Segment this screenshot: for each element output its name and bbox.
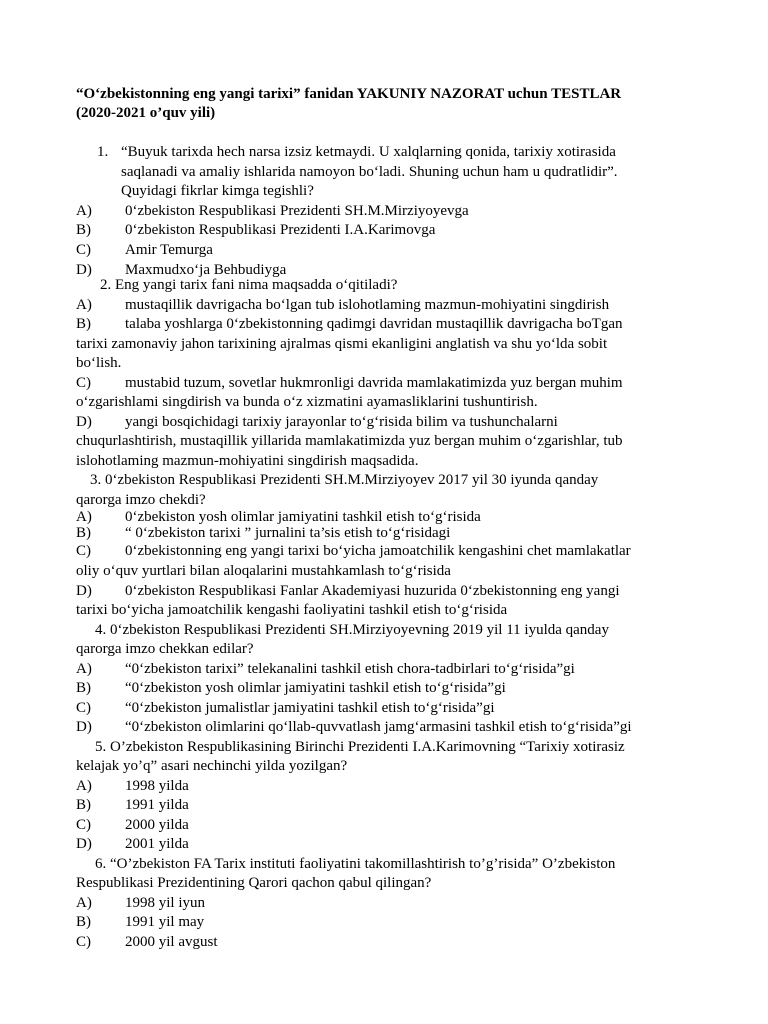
option-text: “0‘zbekiston jumalistlar jamiyatini tashkil etish to‘g‘risida”gi xyxy=(125,700,495,716)
option-text: “0‘zbekiston olimlarini qo‘llab-quvvatlash jamg‘armasini tashkil etish to‘g‘risida”gi xyxy=(125,719,632,735)
option-text: yangi bosqichidagi tarixiy jarayonlar to‘g‘risida bilim va tushunchalarni xyxy=(125,414,558,430)
option-label: A) xyxy=(76,895,92,911)
option-label: C) xyxy=(76,543,91,559)
option-text: oliy o‘quv yurtlari bilan aloqalarini mustahkamlash to‘g‘risida xyxy=(76,563,451,579)
option-text: 0‘zbekistonning eng yangi tarixi bo‘yicha jamoatchilik kengashini chet mamlakatlar xyxy=(125,543,631,559)
option-text: islohotlaming mazmun-mohiyatini singdirish maqsadida. xyxy=(76,453,419,469)
option-text: 0‘zbekiston Respublikasi Prezidenti I.A.Karimovga xyxy=(125,222,436,238)
option-text: tarixi bo‘yicha jamoatchilik kengashi faoliyatini tashkil etish to‘g‘risida xyxy=(76,602,508,618)
option-text: bo‘lish. xyxy=(76,355,122,371)
option-text: “0‘zbekiston tarixi” telekanalini tashkil etish chora-tadbirlari to‘g‘risida”gi xyxy=(125,661,575,677)
option-label: D) xyxy=(76,836,92,852)
option-label: A) xyxy=(76,297,92,313)
option-label: B) xyxy=(76,797,91,813)
question-5-text: 5. O’zbekiston Respublikasining Birinchi Prezidenti I.A.Karimovning “Tarixiy xotirasiz xyxy=(95,739,625,755)
option-text: chuqurlashtirish, mustaqillik yillarida mamlakatimizda yuz bergan muhim o‘zgarishlar, tub xyxy=(76,433,623,449)
option-text: mustaqillik davrigacha bo‘lgan tub islohotlaming mazmun-mohiyatini singdirish xyxy=(125,297,610,313)
option-text: 2000 yil avgust xyxy=(125,934,218,950)
option-text: mustabid tuzum, sovetlar hukmronligi davrida mamlakatimizda yuz bergan muhim xyxy=(125,375,623,391)
question-1-text: Quyidagi fikrlar kimga tegishli? xyxy=(121,183,314,199)
question-6-text: Respublikasi Prezidentining Qarori qachon qabul qilingan? xyxy=(76,875,432,891)
option-text: talaba yoshlarga 0‘zbekistonning qadimgi davridan mustaqillik davrigacha boTgan xyxy=(125,316,623,332)
option-label: A) xyxy=(76,778,92,794)
option-label: A) xyxy=(76,509,92,525)
document-title: “O‘zbekistonning eng yangi tarixi” fanidan YAKUNIY NAZORAT uchun TESTLAR xyxy=(76,86,622,102)
option-text: 2001 yilda xyxy=(125,836,189,852)
option-label: A) xyxy=(76,203,92,219)
question-number: 1. xyxy=(97,144,109,160)
option-label: B) xyxy=(76,222,91,238)
option-label: C) xyxy=(76,242,91,258)
option-text: tarixi zamonaviy jahon tarixining ajralmas qismi ekanligini anglatish va shu yo‘lda sobit xyxy=(76,336,608,352)
option-label: A) xyxy=(76,661,92,677)
question-6-text: 6. “O’zbekiston FA Tarix instituti faoliyatini takomillashtirish to’g’risida” O’zbekiston xyxy=(95,856,616,872)
option-text: Maxmudxo‘ja Behbudiyga xyxy=(125,262,287,278)
option-label: B) xyxy=(76,680,91,696)
option-text: 1998 yilda xyxy=(125,778,189,794)
question-3-text: 3. 0‘zbekiston Respublikasi Prezidenti SH.M.Mirziyoyev 2017 yil 30 iyunda qanday xyxy=(90,472,599,488)
option-text: 1991 yil may xyxy=(125,914,205,930)
option-text: Amir Temurga xyxy=(125,242,213,258)
document-subtitle: (2020-2021 o’quv yili) xyxy=(76,105,216,121)
question-2-text: 2. Eng yangi tarix fani nima maqsadda o‘qitiladi? xyxy=(100,277,398,293)
option-text: 0‘zbekiston Respublikasi Prezidenti SH.M.Mirziyoyevga xyxy=(125,203,469,219)
option-label: C) xyxy=(76,934,91,950)
option-label: D) xyxy=(76,583,92,599)
question-3-text: qarorga imzo chekdi? xyxy=(76,492,206,508)
option-text: 1998 yil iyun xyxy=(125,895,206,911)
option-text: o‘zgarishlami singdirish va bunda o‘z xizmatini ayamasliklarini tushuntirish. xyxy=(76,394,538,410)
option-label: B) xyxy=(76,525,91,541)
option-text: 1991 yilda xyxy=(125,797,189,813)
option-label: D) xyxy=(76,719,92,735)
option-text: “ 0‘zbekiston tarixi ” jurnalini ta’sis etish to‘g‘risidagi xyxy=(125,525,451,541)
option-label: D) xyxy=(76,262,92,278)
option-label: C) xyxy=(76,700,91,716)
question-4-text: 4. 0‘zbekiston Respublikasi Prezidenti SH.Mirziyoyevning 2019 yil 11 iyulda qanday xyxy=(95,622,609,638)
option-label: C) xyxy=(76,817,91,833)
option-label: C) xyxy=(76,375,91,391)
question-5-text: kelajak yo’q” asari nechinchi yilda yozilgan? xyxy=(76,758,348,774)
option-label: B) xyxy=(76,914,91,930)
option-text: “0‘zbekiston yosh olimlar jamiyatini tashkil etish to‘g‘risida”gi xyxy=(125,680,506,696)
option-label: D) xyxy=(76,414,92,430)
question-4-text: qarorga imzo chekkan edilar? xyxy=(76,641,254,657)
option-label: B) xyxy=(76,316,91,332)
question-1-text: “Buyuk tarixda hech narsa izsiz ketmaydi. U xalqlarning qonida, tarixiy xotirasida xyxy=(121,144,616,160)
option-text: 0‘zbekiston yosh olimlar jamiyatini tashkil etish to‘g‘risida xyxy=(125,509,481,525)
question-1-text: saqlanadi va amaliy ishlarida namoyon bo‘ladi. Shuning uchun ham u qudratlidir”. xyxy=(121,164,618,180)
option-text: 0‘zbekiston Respublikasi Fanlar Akademiyasi huzurida 0‘zbekistonning eng yangi xyxy=(125,583,620,599)
option-text: 2000 yilda xyxy=(125,817,189,833)
